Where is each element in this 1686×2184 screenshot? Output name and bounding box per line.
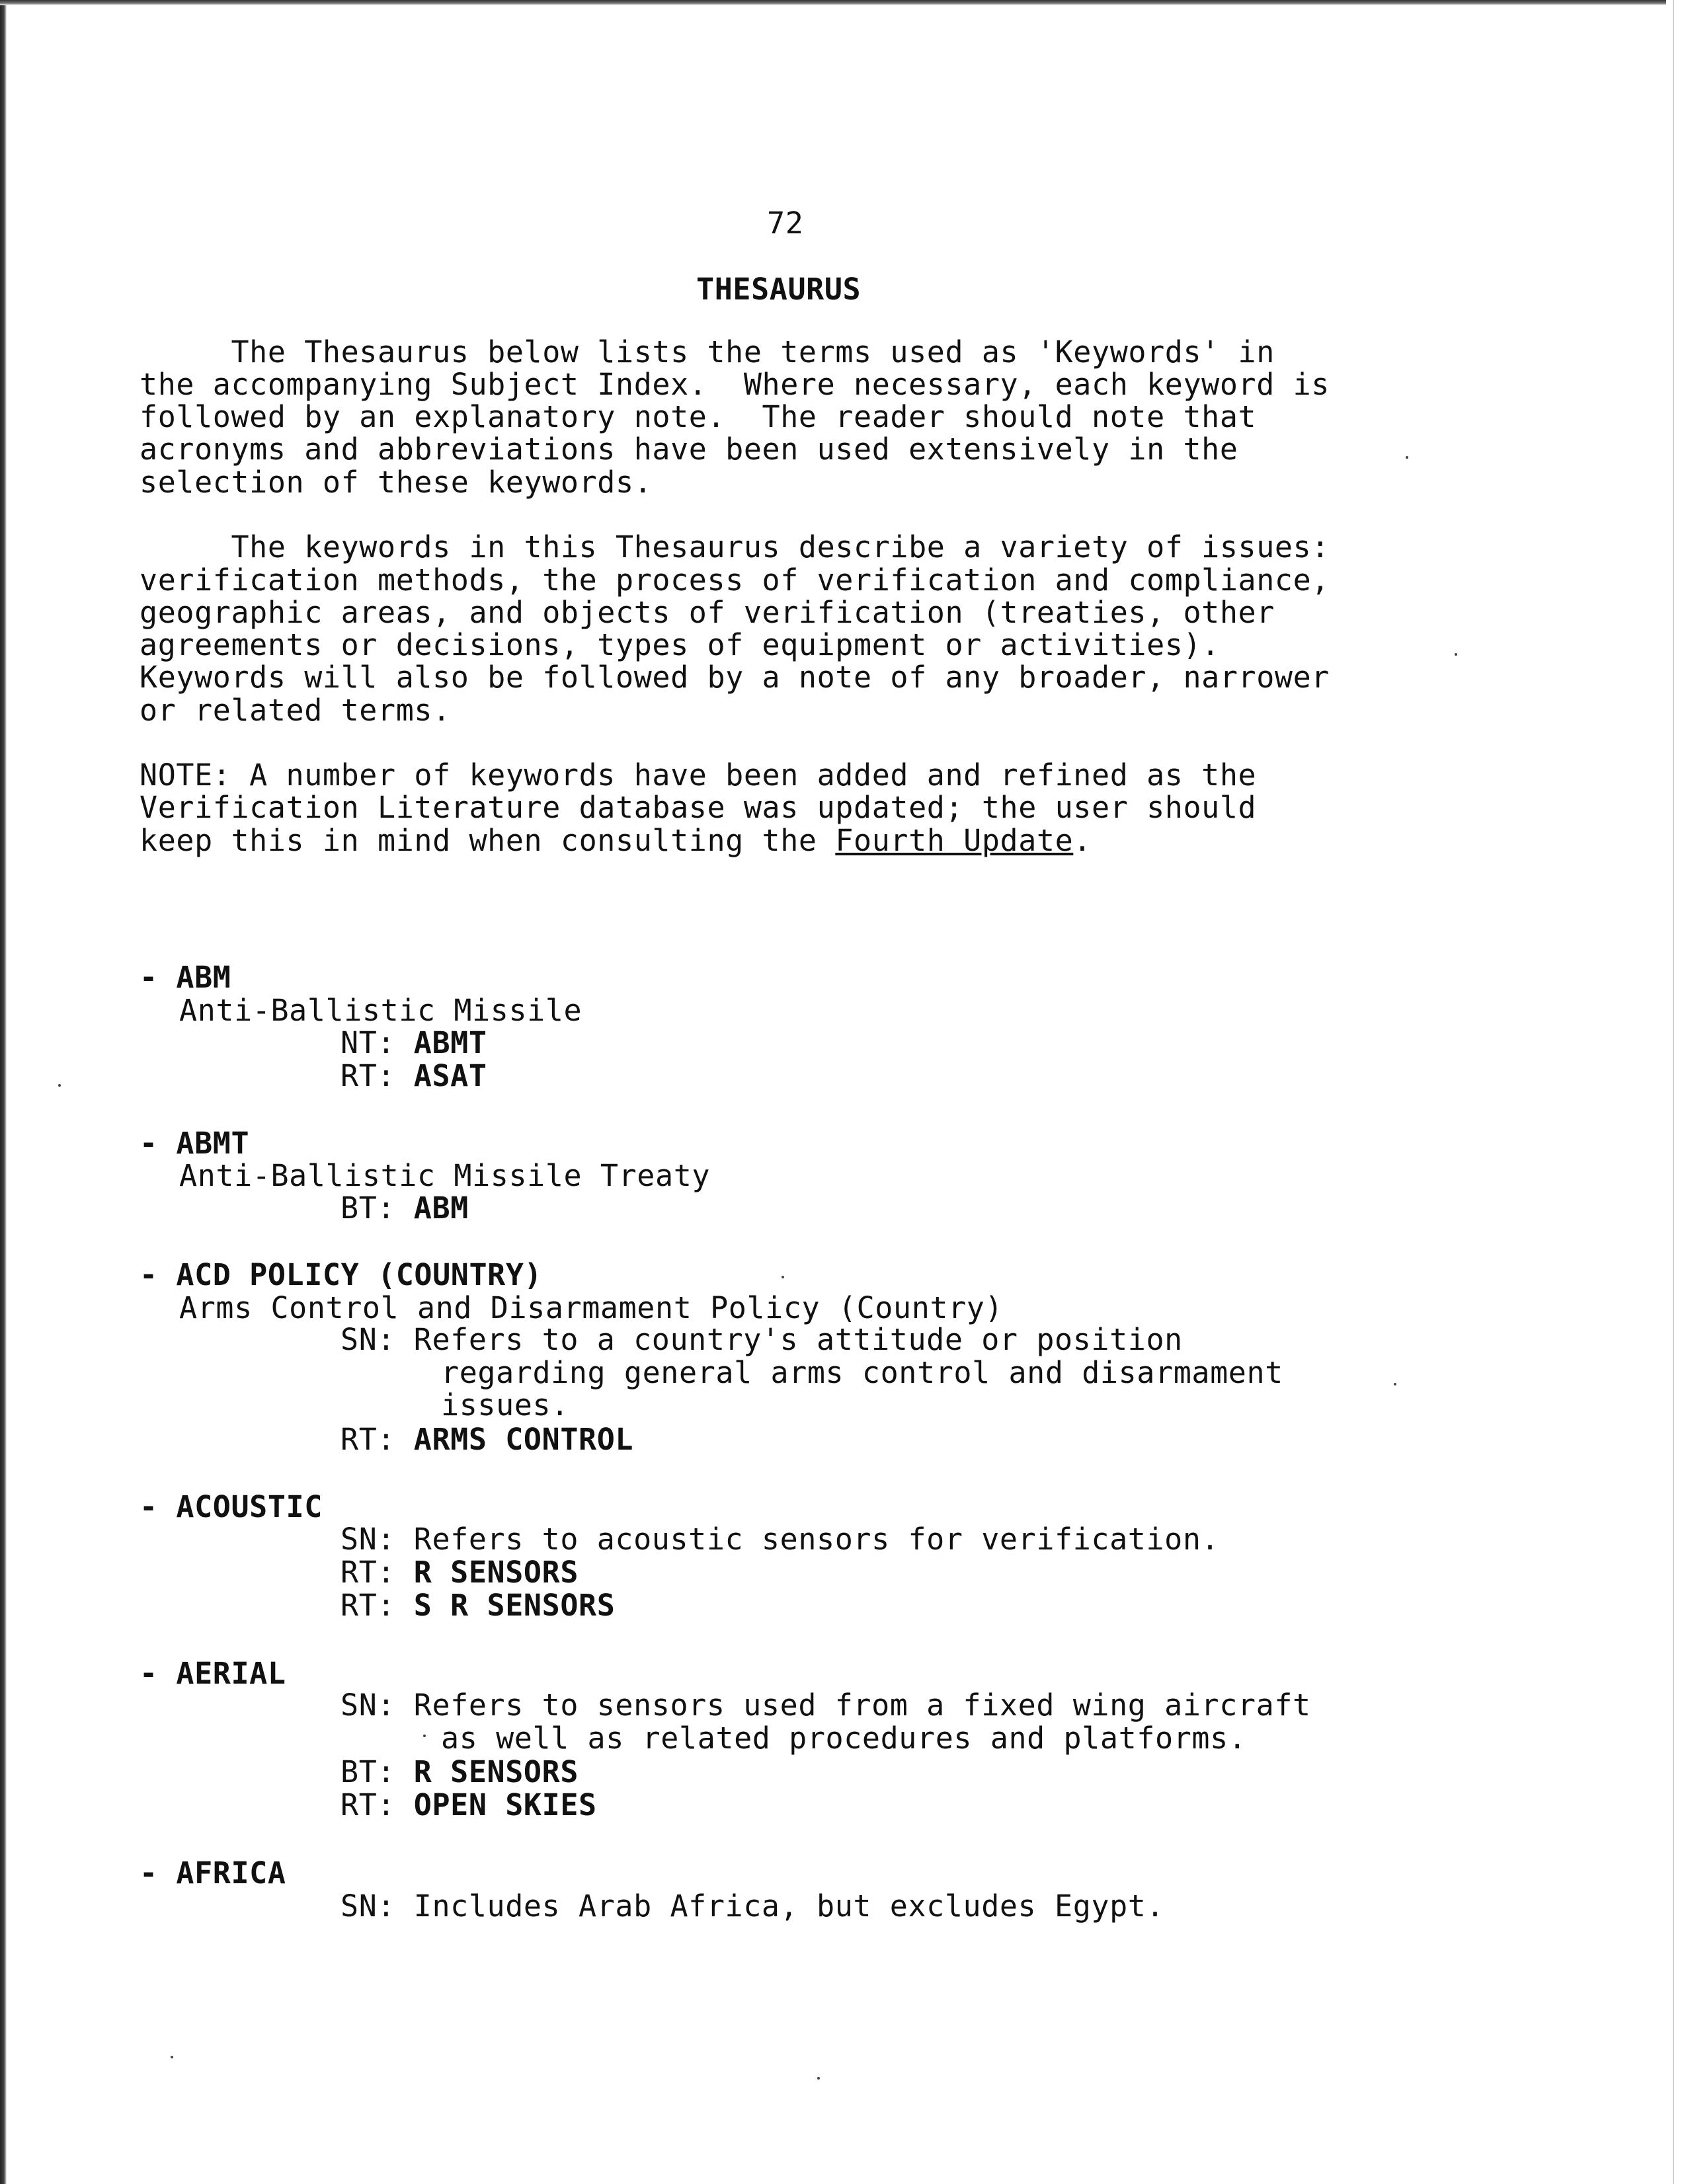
scope-note: Refers to acoustic sensors for verification.	[413, 1522, 1220, 1557]
paragraph-line: the accompanying Subject Index. Where necessary, each keyword is	[140, 367, 1330, 402]
entry-term-abmt: - ABMT	[140, 1126, 250, 1161]
note-period: .	[1073, 823, 1092, 858]
paragraph-line: The keywords in this Thesaurus describe a variety of issues:	[140, 529, 1330, 565]
ref-term: S R SENSORS	[413, 1588, 616, 1623]
scope-note: Includes Arab Africa, but excludes Egypt.	[413, 1889, 1165, 1924]
entry-expansion-acd-policy: Arms Control and Disarmament Policy (Country)	[179, 1290, 1004, 1325]
note-line: Verification Literature database was updated; the user should	[140, 790, 1257, 825]
entry-ref-acoustic-rt1	[341, 1556, 579, 1589]
page-title: THESAURUS	[696, 272, 862, 307]
ref-label: SN:	[341, 1322, 396, 1357]
ref-label: RT:	[341, 1787, 396, 1822]
ref-label: RT:	[341, 1588, 396, 1623]
entry-expansion-abmt: Anti-Ballistic Missile Treaty	[179, 1158, 711, 1193]
page-number: 72	[767, 206, 804, 241]
entry-ref-acd-rt	[341, 1423, 633, 1456]
scan-edge-right	[1673, 0, 1674, 2184]
scan-speckle	[782, 1276, 784, 1278]
entry-ref-acoustic-rt2	[341, 1589, 615, 1622]
scope-note-continuation: as well as related procedures and platforms.	[441, 1721, 1247, 1756]
ref-label: BT:	[341, 1190, 396, 1226]
ref-label: RT:	[341, 1422, 396, 1457]
scan-edge-top	[0, 0, 1666, 5]
entry-expansion-abm: Anti-Ballistic Missile	[179, 993, 582, 1028]
ref-term: ABMT	[413, 1025, 487, 1060]
entry-term-aerial: - AERIAL	[140, 1656, 286, 1691]
scope-note: Refers to a country's attitude or position	[413, 1322, 1183, 1357]
scan-edge-left	[0, 0, 7, 2184]
paragraph-line: selection of these keywords.	[140, 465, 653, 500]
ref-label: NT:	[341, 1025, 396, 1060]
scan-speckle	[817, 2077, 820, 2080]
ref-term: ASAT	[413, 1058, 487, 1093]
ref-term: ARMS CONTROL	[413, 1422, 634, 1457]
scope-note-continuation: issues.	[441, 1387, 569, 1423]
paragraph-line: followed by an explanatory note. The reader should note that	[140, 399, 1257, 434]
entry-ref-africa-sn	[341, 1890, 1164, 1923]
ref-label: SN:	[341, 1889, 396, 1924]
paragraph-line: verification methods, the process of verification and compliance,	[140, 563, 1330, 598]
entry-ref-acoustic-sn	[341, 1523, 1219, 1556]
paragraph-line: Keywords will also be followed by a note of any broader, narrower	[140, 660, 1330, 695]
ref-label: RT:	[341, 1058, 396, 1093]
paragraph-line: acronyms and abbreviations have been used extensively in the	[140, 432, 1238, 467]
note-line	[140, 824, 1092, 857]
ref-term: R SENSORS	[413, 1754, 579, 1789]
entry-ref-abm-rt	[341, 1060, 487, 1093]
note-text: keep this in mind when consulting the	[140, 823, 836, 858]
entry-ref-aerial-bt	[341, 1756, 579, 1789]
entry-term-abm: - ABM	[140, 960, 231, 995]
paragraph-line: geographic areas, and objects of verification (treaties, other	[140, 595, 1275, 630]
entry-term-acd-policy: - ACD POLICY (COUNTRY)	[140, 1257, 543, 1292]
entry-ref-acd-sn	[341, 1323, 1183, 1356]
ref-label: SN:	[341, 1522, 396, 1557]
ref-label: RT:	[341, 1555, 396, 1590]
entry-term-acoustic: - ACOUSTIC	[140, 1489, 323, 1524]
paragraph-line: or related terms.	[140, 693, 451, 728]
ref-label: BT:	[341, 1754, 396, 1789]
scope-note: Refers to sensors used from a fixed wing aircraft	[413, 1688, 1311, 1723]
paragraph-line: agreements or decisions, types of equipment or activities).	[140, 627, 1220, 662]
scope-note-continuation: regarding general arms control and disarmament	[441, 1355, 1283, 1390]
ref-term: ABM	[413, 1190, 469, 1226]
entry-ref-aerial-rt	[341, 1789, 597, 1822]
scan-speckle	[171, 2056, 173, 2058]
scan-speckle	[1455, 653, 1457, 656]
fourth-update-title: Fourth Update	[835, 823, 1074, 858]
scan-speckle	[1406, 456, 1408, 459]
entry-ref-aerial-sn	[341, 1689, 1311, 1722]
scan-speckle	[1394, 1383, 1396, 1385]
paragraph-line: The Thesaurus below lists the terms used as 'Keywords' in	[140, 334, 1275, 370]
ref-label: SN:	[341, 1688, 396, 1723]
entry-ref-abmt-bt	[341, 1192, 469, 1225]
scan-speckle	[58, 1084, 61, 1087]
entry-term-africa: - AFRICA	[140, 1855, 286, 1891]
ref-term: R SENSORS	[413, 1555, 579, 1590]
entry-ref-abm-nt	[341, 1027, 487, 1060]
ref-term: OPEN SKIES	[413, 1787, 597, 1822]
scan-speckle	[423, 1735, 426, 1737]
note-line: NOTE: A number of keywords have been added and refined as the	[140, 758, 1257, 793]
